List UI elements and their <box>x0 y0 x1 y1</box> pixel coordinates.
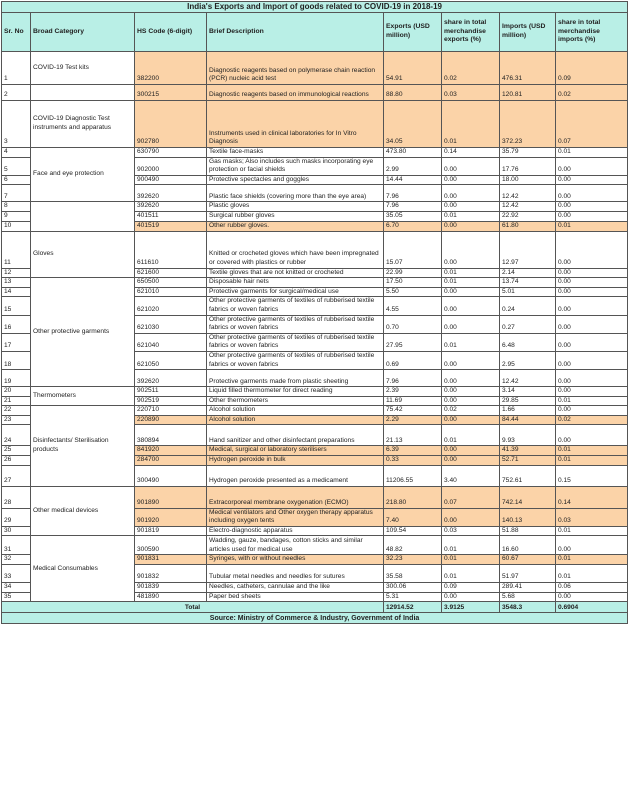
total-exports: 12914.52 <box>384 602 442 613</box>
exports-share-cell: 0.01 <box>442 211 500 221</box>
table-title: India's Exports and Import of goods related to COVID-19 in 2018-19 <box>2 2 628 13</box>
description-cell: Extracorporeal membrane oxygenation (ECMO) <box>207 486 384 508</box>
sr-no-cell: 14 <box>2 287 31 297</box>
imports-cell: 51.88 <box>500 526 556 536</box>
imports-share-cell: 0.01 <box>556 565 628 583</box>
exports-share-cell: 0.14 <box>442 148 500 158</box>
hs-code-cell: 901832 <box>135 565 207 583</box>
table-row <box>2 278 628 288</box>
imports-cell: 61.80 <box>500 221 556 231</box>
exports-cell: 21.13 <box>384 425 442 446</box>
broad-category-cell: Other medical devices <box>31 486 135 536</box>
hs-code-cell: 220710 <box>135 406 207 416</box>
exports-share-cell: 0.01 <box>442 268 500 278</box>
exports-share-cell: 0.01 <box>442 101 500 148</box>
hs-code-cell: 621030 <box>135 315 207 333</box>
description-cell: Plastic face shields (covering more than the eye area) <box>207 185 384 202</box>
hs-code-cell: 902780 <box>135 101 207 148</box>
imports-cell: 1.66 <box>500 406 556 416</box>
description-cell: Surgical rubber gloves <box>207 211 384 221</box>
description-cell: Other protective garments of textiles of rubberised textile fabrics or woven fabrics <box>207 297 384 315</box>
hs-code-cell: 300490 <box>135 465 207 486</box>
exports-cell: 75.42 <box>384 406 442 416</box>
table-row <box>2 406 628 416</box>
total-row <box>2 602 628 613</box>
imports-cell: 9.93 <box>500 425 556 446</box>
hs-code-cell: 284700 <box>135 456 207 466</box>
sr-no-cell: 13 <box>2 278 31 288</box>
exports-cell: 11.69 <box>384 396 442 406</box>
exports-share-cell: 0.00 <box>442 415 500 425</box>
description-cell: Other protective garments of textiles of rubberised textile fabrics or woven fabrics <box>207 315 384 333</box>
sr-no-cell: 18 <box>2 351 31 369</box>
imports-share-cell: 0.00 <box>556 425 628 446</box>
imports-share-cell: 0.01 <box>556 221 628 231</box>
exports-cell: 15.07 <box>384 231 442 268</box>
imports-cell: 22.92 <box>500 211 556 221</box>
description-cell: Protective garments for surgical/medical use <box>207 287 384 297</box>
hs-code-cell: 621040 <box>135 333 207 351</box>
exports-share-cell: 0.07 <box>442 486 500 508</box>
description-cell: Plastic gloves <box>207 202 384 212</box>
description-cell: Wadding, gauze, bandages, cotton sticks and similar articles used for medical use <box>207 536 384 555</box>
sr-no-cell: 25 <box>2 446 31 456</box>
description-cell: Syringes, with or without needles <box>207 555 384 565</box>
description-cell: Knitted or crocheted gloves which have been impregnated or covered with plastics or rubber <box>207 231 384 268</box>
imports-share-cell: 0.15 <box>556 465 628 486</box>
exports-cell: 0.33 <box>384 456 442 466</box>
sr-no-cell: 8 <box>2 202 31 212</box>
header-imports-share: share in total merchandise imports (%) <box>556 13 628 52</box>
exports-cell: 7.96 <box>384 202 442 212</box>
sr-no-cell: 16 <box>2 315 31 333</box>
sr-no-cell: 31 <box>2 536 31 555</box>
exports-share-cell: 0.00 <box>442 175 500 185</box>
imports-share-cell: 0.01 <box>556 148 628 158</box>
imports-cell: 3.14 <box>500 387 556 397</box>
imports-cell: 84.44 <box>500 415 556 425</box>
exports-cell: 7.40 <box>384 508 442 526</box>
description-cell: Liquid filled thermometer for direct reading <box>207 387 384 397</box>
exports-share-cell: 0.00 <box>442 351 500 369</box>
exports-cell: 5.50 <box>384 287 442 297</box>
imports-share-cell: 0.14 <box>556 486 628 508</box>
exports-share-cell: 0.02 <box>442 52 500 85</box>
description-cell: Alcohol solution <box>207 415 384 425</box>
hs-code-cell: 300590 <box>135 536 207 555</box>
sr-no-cell: 10 <box>2 221 31 231</box>
sr-no-cell: 9 <box>2 211 31 221</box>
table-row <box>2 536 628 555</box>
imports-cell: 13.74 <box>500 278 556 288</box>
exports-share-cell: 0.00 <box>442 202 500 212</box>
description-cell: Hydrogen peroxide presented as a medicament <box>207 465 384 486</box>
imports-share-cell: 0.00 <box>556 268 628 278</box>
sr-no-cell: 2 <box>2 85 31 101</box>
header-broad-category: Broad Category <box>31 13 135 52</box>
description-cell: Medical, surgical or laboratory sterilisers <box>207 446 384 456</box>
imports-share-cell: 0.00 <box>556 202 628 212</box>
table-row <box>2 101 628 148</box>
exports-cell: 11206.55 <box>384 465 442 486</box>
exports-cell: 473.80 <box>384 148 442 158</box>
imports-cell: 52.71 <box>500 456 556 466</box>
hs-code-cell: 611610 <box>135 231 207 268</box>
sr-no-cell: 5 <box>2 157 31 175</box>
description-cell: Protective garments made from plastic sheeting <box>207 370 384 387</box>
sr-no-cell: 23 <box>2 415 31 425</box>
table-row <box>2 202 628 212</box>
sr-no-cell: 12 <box>2 268 31 278</box>
sr-no-cell: 30 <box>2 526 31 536</box>
exports-cell: 6.39 <box>384 446 442 456</box>
imports-share-cell: 0.01 <box>556 456 628 466</box>
covid-trade-table <box>1 1 628 624</box>
total-imports-share: 0.6904 <box>556 602 628 613</box>
broad-category-cell: Thermometers <box>31 387 135 406</box>
imports-cell: 6.48 <box>500 333 556 351</box>
imports-share-cell: 0.00 <box>556 278 628 288</box>
exports-cell: 7.96 <box>384 370 442 387</box>
exports-share-cell: 0.01 <box>442 555 500 565</box>
exports-cell: 300.06 <box>384 583 442 593</box>
hs-code-cell: 901890 <box>135 486 207 508</box>
exports-share-cell: 0.01 <box>442 278 500 288</box>
imports-share-cell: 0.00 <box>556 351 628 369</box>
description-cell: Instruments used in clinical laboratories for In Vitro Diagnosis <box>207 101 384 148</box>
imports-share-cell: 0.02 <box>556 415 628 425</box>
sr-no-cell: 24 <box>2 425 31 446</box>
imports-share-cell: 0.00 <box>556 536 628 555</box>
imports-cell: 742.14 <box>500 486 556 508</box>
hs-code-cell: 902519 <box>135 396 207 406</box>
sr-no-cell: 3 <box>2 101 31 148</box>
imports-share-cell: 0.00 <box>556 287 628 297</box>
sr-no-cell: 26 <box>2 456 31 466</box>
imports-share-cell: 0.06 <box>556 583 628 593</box>
sr-no-cell: 27 <box>2 465 31 486</box>
imports-cell: 12.42 <box>500 370 556 387</box>
sr-no-cell: 17 <box>2 333 31 351</box>
exports-share-cell: 0.00 <box>442 221 500 231</box>
imports-share-cell: 0.00 <box>556 333 628 351</box>
description-cell: Textile face-masks <box>207 148 384 158</box>
table-row <box>2 85 628 101</box>
header-imports: Imports (USD million) <box>500 13 556 52</box>
description-cell: Hand sanitizer and other disinfectant preparations <box>207 425 384 446</box>
exports-share-cell: 0.00 <box>442 157 500 175</box>
exports-cell: 2.99 <box>384 157 442 175</box>
description-cell: Other protective garments of textiles of rubberised textile fabrics or woven fabrics <box>207 351 384 369</box>
imports-share-cell: 0.00 <box>556 315 628 333</box>
imports-cell: 5.01 <box>500 287 556 297</box>
imports-cell: 12.42 <box>500 185 556 202</box>
description-cell: Diagnostic reagents based on immunological reactions <box>207 85 384 101</box>
exports-cell: 2.39 <box>384 387 442 397</box>
exports-share-cell: 0.00 <box>442 370 500 387</box>
description-cell: Diagnostic reagents based on polymerase chain reaction (PCR) nucleic acid test <box>207 52 384 85</box>
source-row <box>2 613 628 624</box>
sr-no-cell: 22 <box>2 406 31 416</box>
description-cell: Alcohol solution <box>207 406 384 416</box>
table-row <box>2 486 628 508</box>
imports-cell: 2.95 <box>500 351 556 369</box>
sr-no-cell: 33 <box>2 565 31 583</box>
imports-share-cell: 0.02 <box>556 85 628 101</box>
exports-cell: 6.70 <box>384 221 442 231</box>
table-row <box>2 52 628 85</box>
exports-cell: 7.96 <box>384 185 442 202</box>
sr-no-cell: 19 <box>2 370 31 387</box>
description-cell: Medical ventilators and Other oxygen therapy apparatus including oxygen tents <box>207 508 384 526</box>
imports-cell: 12.97 <box>500 231 556 268</box>
sr-no-cell: 15 <box>2 297 31 315</box>
hs-code-cell: 841920 <box>135 446 207 456</box>
total-label: Total <box>2 602 384 613</box>
sr-no-cell: 29 <box>2 508 31 526</box>
imports-cell: 12.42 <box>500 202 556 212</box>
exports-share-cell: 0.00 <box>442 456 500 466</box>
header-sr-no: Sr. No <box>2 13 31 52</box>
imports-cell: 120.81 <box>500 85 556 101</box>
sr-no-cell: 34 <box>2 583 31 593</box>
imports-cell: 372.23 <box>500 101 556 148</box>
description-cell: Tubular metal needles and needles for sutures <box>207 565 384 583</box>
exports-cell: 218.80 <box>384 486 442 508</box>
sr-no-cell: 20 <box>2 387 31 397</box>
hs-code-cell: 621600 <box>135 268 207 278</box>
imports-cell: 0.27 <box>500 315 556 333</box>
hs-code-cell: 900490 <box>135 175 207 185</box>
exports-cell: 4.55 <box>384 297 442 315</box>
exports-share-cell: 0.00 <box>442 297 500 315</box>
hs-code-cell: 392620 <box>135 202 207 212</box>
exports-share-cell: 0.00 <box>442 387 500 397</box>
exports-share-cell: 0.00 <box>442 315 500 333</box>
sr-no-cell: 7 <box>2 185 31 202</box>
exports-share-cell: 0.00 <box>442 231 500 268</box>
exports-cell: 0.70 <box>384 315 442 333</box>
description-cell: Hydrogen peroxide in bulk <box>207 456 384 466</box>
total-exports-share: 3.9125 <box>442 602 500 613</box>
sr-no-cell: 28 <box>2 486 31 508</box>
broad-category-cell <box>31 85 135 101</box>
exports-share-cell: 0.00 <box>442 287 500 297</box>
imports-cell: 5.68 <box>500 592 556 602</box>
imports-share-cell: 0.01 <box>556 446 628 456</box>
exports-share-cell: 0.09 <box>442 583 500 593</box>
broad-category-cell: Other protective garments <box>31 278 135 387</box>
exports-cell: 22.99 <box>384 268 442 278</box>
header-brief-description: Brief Description <box>207 13 384 52</box>
imports-share-cell: 0.00 <box>556 231 628 268</box>
exports-share-cell: 3.40 <box>442 465 500 486</box>
imports-share-cell: 0.00 <box>556 157 628 175</box>
broad-category-cell <box>31 202 135 231</box>
exports-share-cell: 0.03 <box>442 526 500 536</box>
hs-code-cell: 481890 <box>135 592 207 602</box>
imports-share-cell: 0.09 <box>556 52 628 85</box>
imports-share-cell: 0.01 <box>556 396 628 406</box>
imports-cell: 2.14 <box>500 268 556 278</box>
exports-share-cell: 0.03 <box>442 85 500 101</box>
hs-code-cell: 220890 <box>135 415 207 425</box>
imports-cell: 140.13 <box>500 508 556 526</box>
exports-cell: 34.05 <box>384 101 442 148</box>
exports-share-cell: 0.02 <box>442 406 500 416</box>
hs-code-cell: 401519 <box>135 221 207 231</box>
imports-share-cell: 0.00 <box>556 175 628 185</box>
exports-share-cell: 0.00 <box>442 592 500 602</box>
description-cell: Other rubber gloves. <box>207 221 384 231</box>
sr-no-cell: 21 <box>2 396 31 406</box>
exports-share-cell: 0.00 <box>442 508 500 526</box>
table-row <box>2 148 628 158</box>
table-row <box>2 387 628 397</box>
exports-share-cell: 0.00 <box>442 185 500 202</box>
hs-code-cell: 382200 <box>135 52 207 85</box>
header-exports-share: share in total merchandise exports (%) <box>442 13 500 52</box>
table-row <box>2 231 628 268</box>
description-cell: Paper bed sheets <box>207 592 384 602</box>
hs-code-cell: 621010 <box>135 287 207 297</box>
exports-share-cell: 0.00 <box>442 396 500 406</box>
hs-code-cell: 621020 <box>135 297 207 315</box>
description-cell: Textile gloves that are not knitted or crocheted <box>207 268 384 278</box>
imports-share-cell: 0.07 <box>556 101 628 148</box>
imports-share-cell: 0.00 <box>556 370 628 387</box>
hs-code-cell: 901831 <box>135 555 207 565</box>
imports-share-cell: 0.00 <box>556 406 628 416</box>
exports-share-cell: 0.00 <box>442 446 500 456</box>
exports-cell: 35.58 <box>384 565 442 583</box>
header-hs-code: HS Code (6-digit) <box>135 13 207 52</box>
hs-code-cell: 650500 <box>135 278 207 288</box>
sr-no-cell: 11 <box>2 231 31 268</box>
description-cell: Disposable hair nets <box>207 278 384 288</box>
imports-share-cell: 0.01 <box>556 526 628 536</box>
total-imports: 3548.3 <box>500 602 556 613</box>
imports-cell: 17.76 <box>500 157 556 175</box>
exports-cell: 5.31 <box>384 592 442 602</box>
description-cell: Gas masks; Also includes such masks incorporating eye protection or facial shields <box>207 157 384 175</box>
sr-no-cell: 1 <box>2 52 31 85</box>
description-cell: Needles, catheters, cannulae and the like <box>207 583 384 593</box>
header-row <box>2 13 628 52</box>
sr-no-cell: 32 <box>2 555 31 565</box>
broad-category-cell: COVID-19 Diagnostic Test instruments and apparatus <box>31 101 135 148</box>
hs-code-cell: 380894 <box>135 425 207 446</box>
imports-share-cell: 0.00 <box>556 297 628 315</box>
imports-cell: 476.31 <box>500 52 556 85</box>
source-note: Source: Ministry of Commerce & Industry, Government of India <box>2 613 628 624</box>
imports-cell: 16.60 <box>500 536 556 555</box>
hs-code-cell: 621050 <box>135 351 207 369</box>
exports-share-cell: 0.01 <box>442 425 500 446</box>
imports-cell: 752.61 <box>500 465 556 486</box>
exports-share-cell: 0.01 <box>442 536 500 555</box>
broad-category-cell: Face and eye protection <box>31 148 135 202</box>
broad-category-cell: COVID-19 Test kits <box>31 52 135 85</box>
imports-share-cell: 0.00 <box>556 387 628 397</box>
imports-share-cell: 0.00 <box>556 211 628 221</box>
sr-no-cell: 35 <box>2 592 31 602</box>
hs-code-cell: 392620 <box>135 185 207 202</box>
hs-code-cell: 300215 <box>135 85 207 101</box>
imports-share-cell: 0.01 <box>556 555 628 565</box>
imports-cell: 41.39 <box>500 446 556 456</box>
hs-code-cell: 901920 <box>135 508 207 526</box>
exports-cell: 88.80 <box>384 85 442 101</box>
hs-code-cell: 901839 <box>135 583 207 593</box>
exports-cell: 0.69 <box>384 351 442 369</box>
imports-cell: 18.00 <box>500 175 556 185</box>
imports-share-cell: 0.00 <box>556 592 628 602</box>
exports-cell: 17.50 <box>384 278 442 288</box>
description-cell: Other thermometers <box>207 396 384 406</box>
sr-no-cell: 4 <box>2 148 31 158</box>
header-exports: Exports (USD million) <box>384 13 442 52</box>
imports-cell: 35.79 <box>500 148 556 158</box>
broad-category-cell: Disinfectants/ Sterilisation products <box>31 406 135 486</box>
sr-no-cell: 6 <box>2 175 31 185</box>
hs-code-cell: 392620 <box>135 370 207 387</box>
exports-cell: 54.91 <box>384 52 442 85</box>
exports-cell: 35.05 <box>384 211 442 221</box>
imports-cell: 289.41 <box>500 583 556 593</box>
exports-cell: 48.82 <box>384 536 442 555</box>
exports-cell: 2.29 <box>384 415 442 425</box>
exports-cell: 32.23 <box>384 555 442 565</box>
hs-code-cell: 902000 <box>135 157 207 175</box>
imports-cell: 51.97 <box>500 565 556 583</box>
exports-cell: 109.54 <box>384 526 442 536</box>
imports-cell: 29.85 <box>500 396 556 406</box>
exports-cell: 14.44 <box>384 175 442 185</box>
broad-category-cell: Medical Consumables <box>31 536 135 602</box>
description-cell: Protective spectacles and goggles <box>207 175 384 185</box>
imports-cell: 60.67 <box>500 555 556 565</box>
description-cell: Electro-diagnostic apparatus <box>207 526 384 536</box>
exports-cell: 27.95 <box>384 333 442 351</box>
imports-cell: 0.24 <box>500 297 556 315</box>
imports-share-cell: 0.03 <box>556 508 628 526</box>
hs-code-cell: 630790 <box>135 148 207 158</box>
broad-category-cell: Gloves <box>31 231 135 278</box>
hs-code-cell: 401511 <box>135 211 207 221</box>
hs-code-cell: 902511 <box>135 387 207 397</box>
imports-share-cell: 0.00 <box>556 185 628 202</box>
exports-share-cell: 0.01 <box>442 333 500 351</box>
description-cell: Other protective garments of textiles of rubberised textile fabrics or woven fabrics <box>207 333 384 351</box>
exports-share-cell: 0.01 <box>442 565 500 583</box>
hs-code-cell: 901819 <box>135 526 207 536</box>
